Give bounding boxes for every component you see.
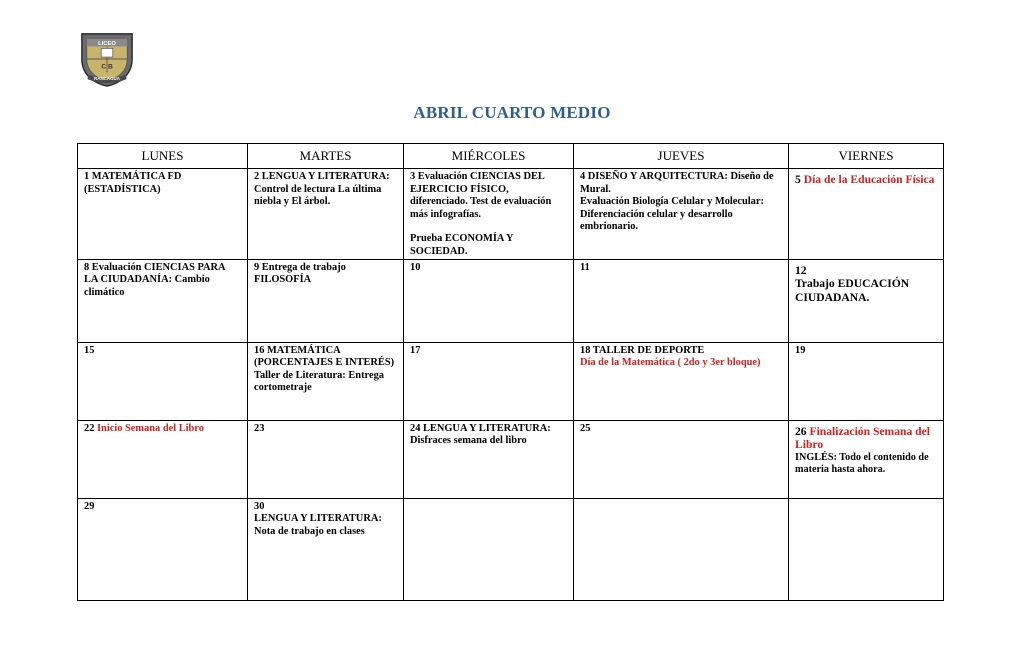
day-cell-jueves xyxy=(574,342,789,420)
day-entry: 3 Evaluación CIENCIAS DEL EJERCICIO FÍSICO, diferenciado. Test de evaluación más infografías. xyxy=(410,171,552,220)
day-cell-martes xyxy=(248,259,404,342)
day-entry: 10 xyxy=(410,261,421,273)
day-entry: 12 xyxy=(795,263,807,277)
page-title: ABRIL CUARTO MEDIO xyxy=(413,103,611,122)
day-entry: 29 xyxy=(84,500,95,512)
highlight-text: Día de la Matemática ( 2do y 3er bloque) xyxy=(580,357,761,369)
header-lunes: LUNES xyxy=(78,144,248,169)
day-cell-jueves xyxy=(574,420,789,498)
header-jueves: JUEVES xyxy=(574,144,789,169)
day-entry: 24 LENGUA Y LITERATURA: Disfraces semana del libro xyxy=(410,422,551,447)
day-entry: 25 xyxy=(580,422,591,434)
day-cell-viernes xyxy=(789,498,944,600)
highlight-text: Día de la Educación Física xyxy=(803,173,935,186)
day-entry: 8 Evaluación CIENCIAS PARA LA CIUDADANÍA: Cambio climático xyxy=(84,261,225,298)
day-entry: 15 xyxy=(84,344,95,356)
day-cell-jueves xyxy=(574,169,789,260)
highlight-text: Inicio Semana del Libro xyxy=(97,422,204,434)
day-entry xyxy=(795,173,937,187)
entry-text: 5 xyxy=(795,173,804,186)
week-row xyxy=(78,169,944,260)
logo-letters: C B xyxy=(101,63,113,71)
day-entry: INGLÉS: Todo el contenido de materia hasta ahora. xyxy=(795,451,929,475)
day-cell-jueves xyxy=(574,498,789,600)
entry-text: 26 xyxy=(795,424,810,438)
week-row xyxy=(78,342,944,420)
day-entry: 4 DISEÑO Y ARQUITECTURA: Diseño de Mural. xyxy=(580,171,774,195)
calendar-table xyxy=(77,143,944,601)
day-entry: 30 xyxy=(254,500,265,512)
day-entry: 2 LENGUA Y LITERATURA: Control de lectura La última niebla y El árbol. xyxy=(254,171,390,208)
day-entry: 23 xyxy=(254,422,265,434)
line-gap xyxy=(410,221,567,233)
day-entry: 16 MATEMÁTICA (PORCENTAJES E INTERÉS) xyxy=(254,344,395,369)
entry-text: 22 xyxy=(84,422,97,434)
day-cell-miercoles xyxy=(404,259,574,342)
week-row xyxy=(78,498,944,600)
header-miercoles: MIÉRCOLES xyxy=(404,144,574,169)
header-viernes: VIERNES xyxy=(789,144,944,169)
logo-text-bottom: RANCAGUA xyxy=(94,75,120,81)
day-entry: 1 MATEMÁTICA FD (ESTADÍSTICA) xyxy=(84,171,182,195)
day-cell-lunes xyxy=(78,498,248,600)
day-entry: Trabajo EDUCACIÓN CIUDADANA. xyxy=(795,277,910,304)
day-cell-miercoles xyxy=(404,342,574,420)
day-cell-martes xyxy=(248,169,404,260)
day-cell-lunes xyxy=(78,259,248,342)
day-cell-viernes xyxy=(789,420,944,498)
day-entry: 17 xyxy=(410,344,421,356)
day-entry xyxy=(795,425,937,452)
day-cell-miercoles xyxy=(404,169,574,260)
day-entry: LENGUA Y LITERATURA: Nota de trabajo en clases xyxy=(254,513,382,537)
day-entry: Prueba ECONOMÍA Y SOCIEDAD. xyxy=(410,233,514,257)
day-cell-martes xyxy=(248,420,404,498)
day-entry: Evaluación Biología Celular y Molecular: Diferenciación celular y desarrollo embrionario. xyxy=(580,196,764,233)
week-row xyxy=(78,420,944,498)
header-row xyxy=(78,144,944,169)
highlight-text: Finalización Semana del Libro xyxy=(795,424,930,452)
day-entry: 11 xyxy=(580,261,590,273)
day-cell-lunes xyxy=(78,169,248,260)
day-entry: 9 Entrega de trabajo FILOSOFÍA xyxy=(254,261,346,286)
day-cell-viernes xyxy=(789,342,944,420)
day-cell-viernes xyxy=(789,259,944,342)
day-entry: 19 xyxy=(795,344,806,356)
calendar-body xyxy=(78,169,944,601)
day-entry xyxy=(84,423,241,436)
logo-text-top: LICEO xyxy=(98,40,116,47)
header-martes: MARTES xyxy=(248,144,404,169)
day-cell-jueves xyxy=(574,259,789,342)
day-cell-martes xyxy=(248,342,404,420)
day-cell-lunes xyxy=(78,342,248,420)
day-cell-martes xyxy=(248,498,404,600)
day-cell-lunes xyxy=(78,420,248,498)
day-entry: 18 TALLER DE DEPORTE xyxy=(580,344,705,356)
day-cell-viernes xyxy=(789,169,944,260)
school-crest-logo xyxy=(78,30,136,88)
day-cell-miercoles xyxy=(404,420,574,498)
day-entry: Taller de Literatura: Entrega cortometraje xyxy=(254,369,384,394)
week-row xyxy=(78,259,944,342)
day-cell-miercoles xyxy=(404,498,574,600)
